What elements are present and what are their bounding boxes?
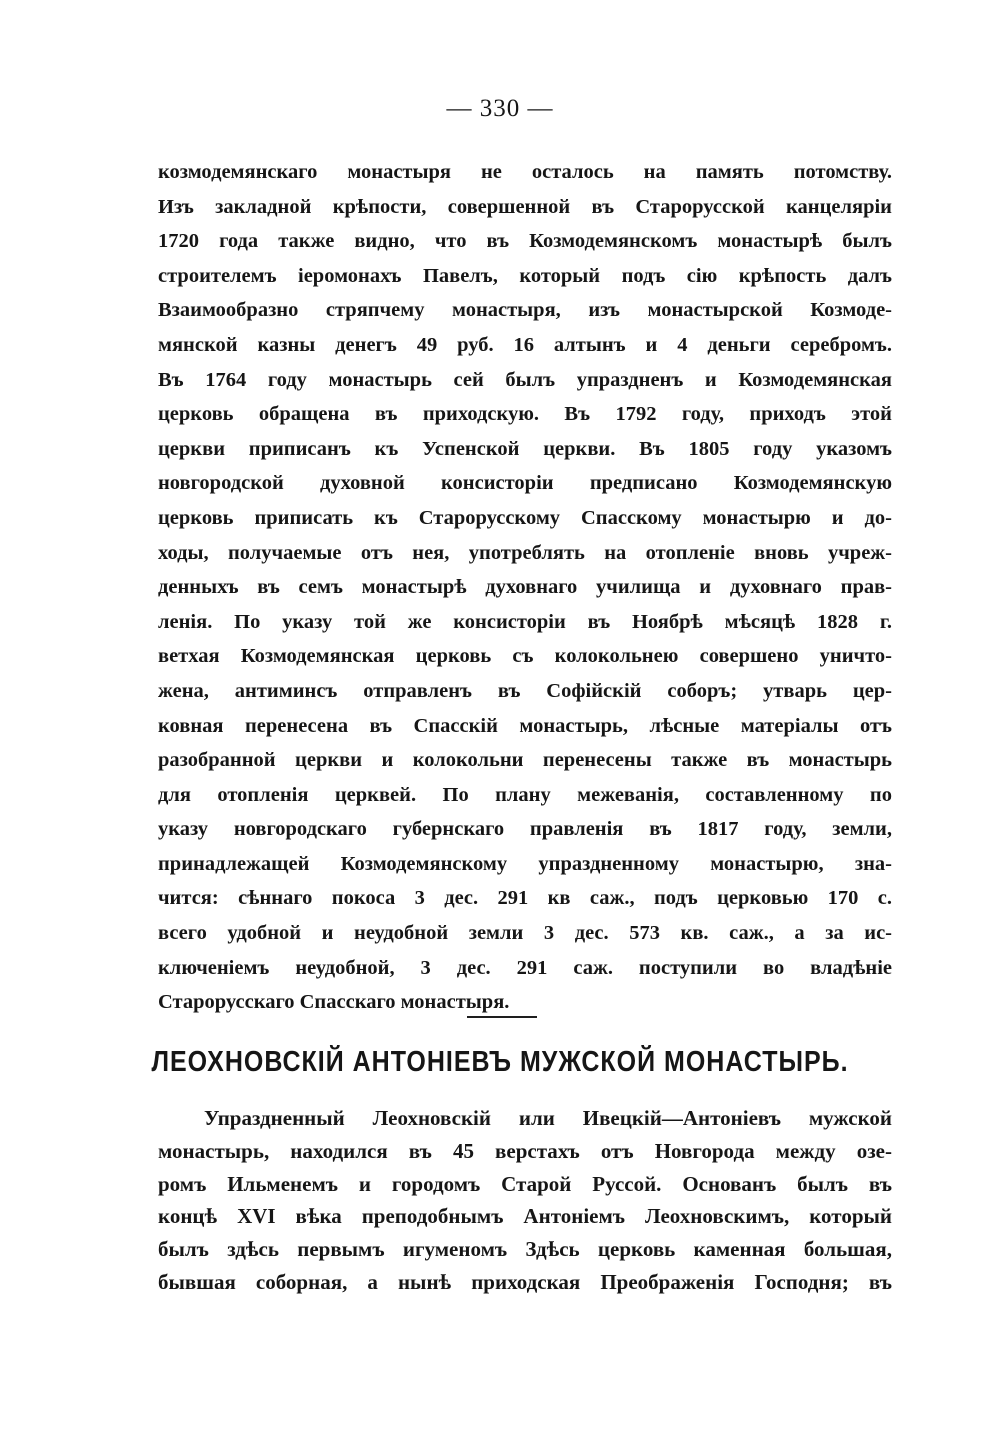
text-line: ленія. По указу той же консисторіи въ Ноябрѣ мѣсяцѣ 1828 г.	[158, 610, 892, 633]
text-line: Изъ закладной крѣпости, совершенной въ Старорусской канцеляріи	[158, 195, 892, 218]
text-line: чится: сѣннаго покоса 3 дес. 291 кв саж., подъ церковью 170 с.	[158, 887, 892, 910]
text-line: ковная перенесена въ Спасскій монастырь, лѣсные матеріалы отъ	[158, 714, 892, 737]
text-line: концѣ XVI вѣка преподобнымъ Антоніемъ Леохновскимъ, который	[158, 1204, 892, 1229]
text-line: Старорусскаго Спасскаго монастыря.	[158, 991, 510, 1014]
text-line: козмодемянскаго монастыря не осталось на память потомству.	[158, 161, 892, 183]
text-line: былъ здѣсь первымъ игуменомъ Здѣсь церковь каменная большая,	[158, 1237, 892, 1262]
text-line: жена, антиминсъ отправленъ въ Софійскій соборъ; утварь цер-	[158, 679, 892, 702]
section-body-text	[158, 1102, 892, 1299]
text-line: ромъ Ильменемъ и городомъ Старой Руссой. Основанъ былъ въ	[158, 1171, 892, 1196]
text-line: всего удобной и неудобной земли 3 дес. 573 кв. саж., а за ис-	[158, 922, 892, 945]
body-text	[158, 155, 892, 1020]
text-line: для отопленія церквей. По плану межеванія, составленному по	[158, 783, 892, 806]
text-line: монастырь, находился въ 45 верстахъ отъ Новгорода между озе-	[158, 1138, 892, 1163]
text-line: принадлежащей Козмодемянскому упраздненному монастырю, зна-	[158, 852, 892, 875]
text-line: 1720 года также видно, что въ Козмодемянскомъ монастырѣ былъ	[158, 230, 892, 253]
text-line: ветхая Козмодемянская церковь съ колокольнею совершено уничто-	[158, 645, 892, 668]
text-line: Взаимообразно стряпчему монастыря, изъ монастырской Козмоде-	[158, 299, 892, 322]
text-line: строителемъ іеромонахъ Павелъ, который подъ сію крѣпость далъ	[158, 264, 892, 287]
text-line: Упраздненный Леохновскій или Ивецкій—Антоніевъ мужской	[204, 1106, 892, 1130]
text-line: мянской казны денегъ 49 руб. 16 алтынъ и 4 деньги серебромъ.	[158, 333, 892, 356]
section-divider	[467, 1016, 537, 1018]
text-line: новгородской духовной консисторіи предписано Козмодемянскую	[158, 472, 892, 495]
text-line: Въ 1764 году монастырь сей былъ упраздненъ и Козмодемянская	[158, 368, 892, 391]
text-line: денныхъ въ семъ монастырѣ духовнаго училища и духовнаго прав-	[158, 576, 892, 599]
text-line: церковь обращена въ приходскую. Въ 1792 году, приходъ этой	[158, 403, 892, 426]
text-line: ключеніемъ неудобной, 3 дес. 291 саж. поступили во владѣніе	[158, 956, 892, 979]
section-title: ЛЕОХНОВСКІЙ АНТОНІЕВЪ МУЖСКОЙ МОНАСТЫРЬ.	[151, 1045, 849, 1079]
text-line: ходы, получаемые отъ нея, употреблять на отопленіе вновь учреж-	[158, 541, 892, 564]
text-line: указу новгородскаго губернскаго правленія въ 1817 году, земли,	[158, 818, 892, 841]
page-number: — 330 —	[446, 95, 554, 122]
text-line: разобранной церкви и колокольни перенесены также въ монастырь	[158, 749, 892, 772]
text-line: церкви приписанъ къ Успенской церкви. Въ 1805 году указомъ	[158, 437, 892, 460]
text-line: церковь приписать къ Старорусскому Спасскому монастырю и до-	[158, 506, 892, 529]
text-line: бывшая соборная, а нынѣ приходская Преображенія Господня; въ	[158, 1269, 892, 1294]
